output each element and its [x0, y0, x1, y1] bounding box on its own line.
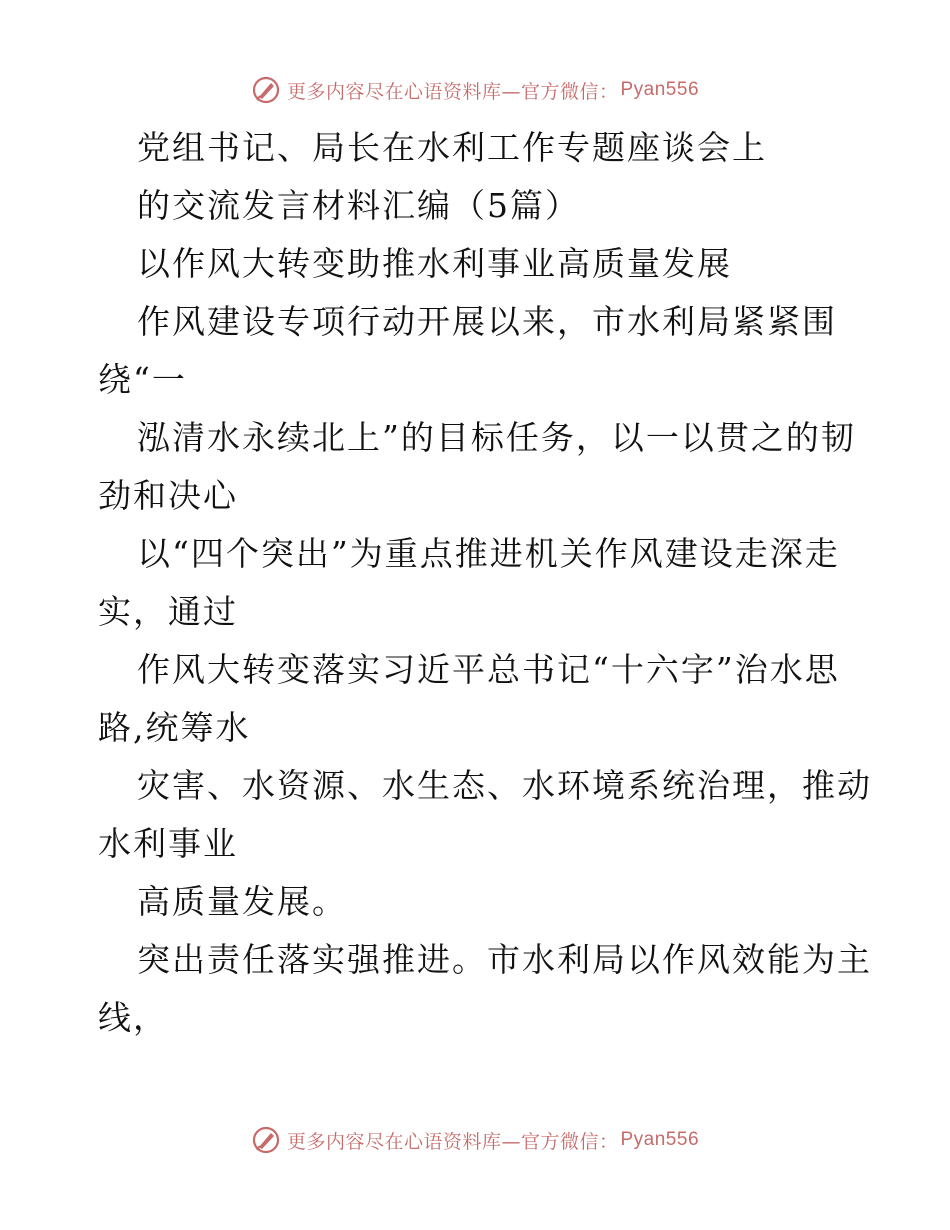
header-watermark — [0, 70, 950, 110]
watermark-wechat-id: Pyan556 — [620, 79, 700, 100]
doc-title-line-1: 党组书记、局长在水利工作专题座谈会上 — [137, 128, 767, 167]
paragraph-line: 线， — [98, 998, 168, 1037]
paragraph-line: 以“四个突出”为重点推进机关作风建设走深走 — [137, 534, 840, 573]
paragraph-line: 突出责任落实强推进。市水利局以作风效能为主 — [137, 940, 872, 979]
quill-logo-icon — [251, 1125, 281, 1155]
watermark-wechat-id: Pyan556 — [620, 1129, 700, 1150]
paragraph-line: 灾害、水资源、水生态、水环境系统治理，推动 — [137, 766, 872, 805]
paragraph-line: 高质量发展。 — [137, 882, 347, 921]
quill-logo-icon — [251, 75, 281, 105]
paragraph-line: 路,统筹水 — [98, 708, 251, 747]
paragraph-line: 泓清水永续北上”的目标任务，以一以贯之的韧 — [137, 418, 856, 457]
watermark-text: 更多内容尽在心语资料库—官方微信： — [286, 1130, 619, 1153]
doc-title-line-2: 的交流发言材料汇编（5篇） — [137, 186, 580, 225]
paragraph-line: 绕“一 — [98, 360, 187, 399]
paragraph-line: 实，通过 — [98, 592, 238, 631]
paragraph-line: 水利事业 — [98, 824, 238, 863]
doc-subtitle: 以作风大转变助推水利事业高质量发展 — [137, 244, 732, 283]
paragraph-line: 作风建设专项行动开展以来，市水利局紧紧围 — [137, 302, 837, 341]
paragraph-line: 作风大转变落实习近平总书记“十六字”治水思 — [137, 650, 840, 689]
watermark-text: 更多内容尽在心语资料库—官方微信： — [286, 80, 619, 103]
paragraph-line: 劲和决心 — [98, 476, 238, 515]
footer-watermark — [0, 1120, 950, 1160]
